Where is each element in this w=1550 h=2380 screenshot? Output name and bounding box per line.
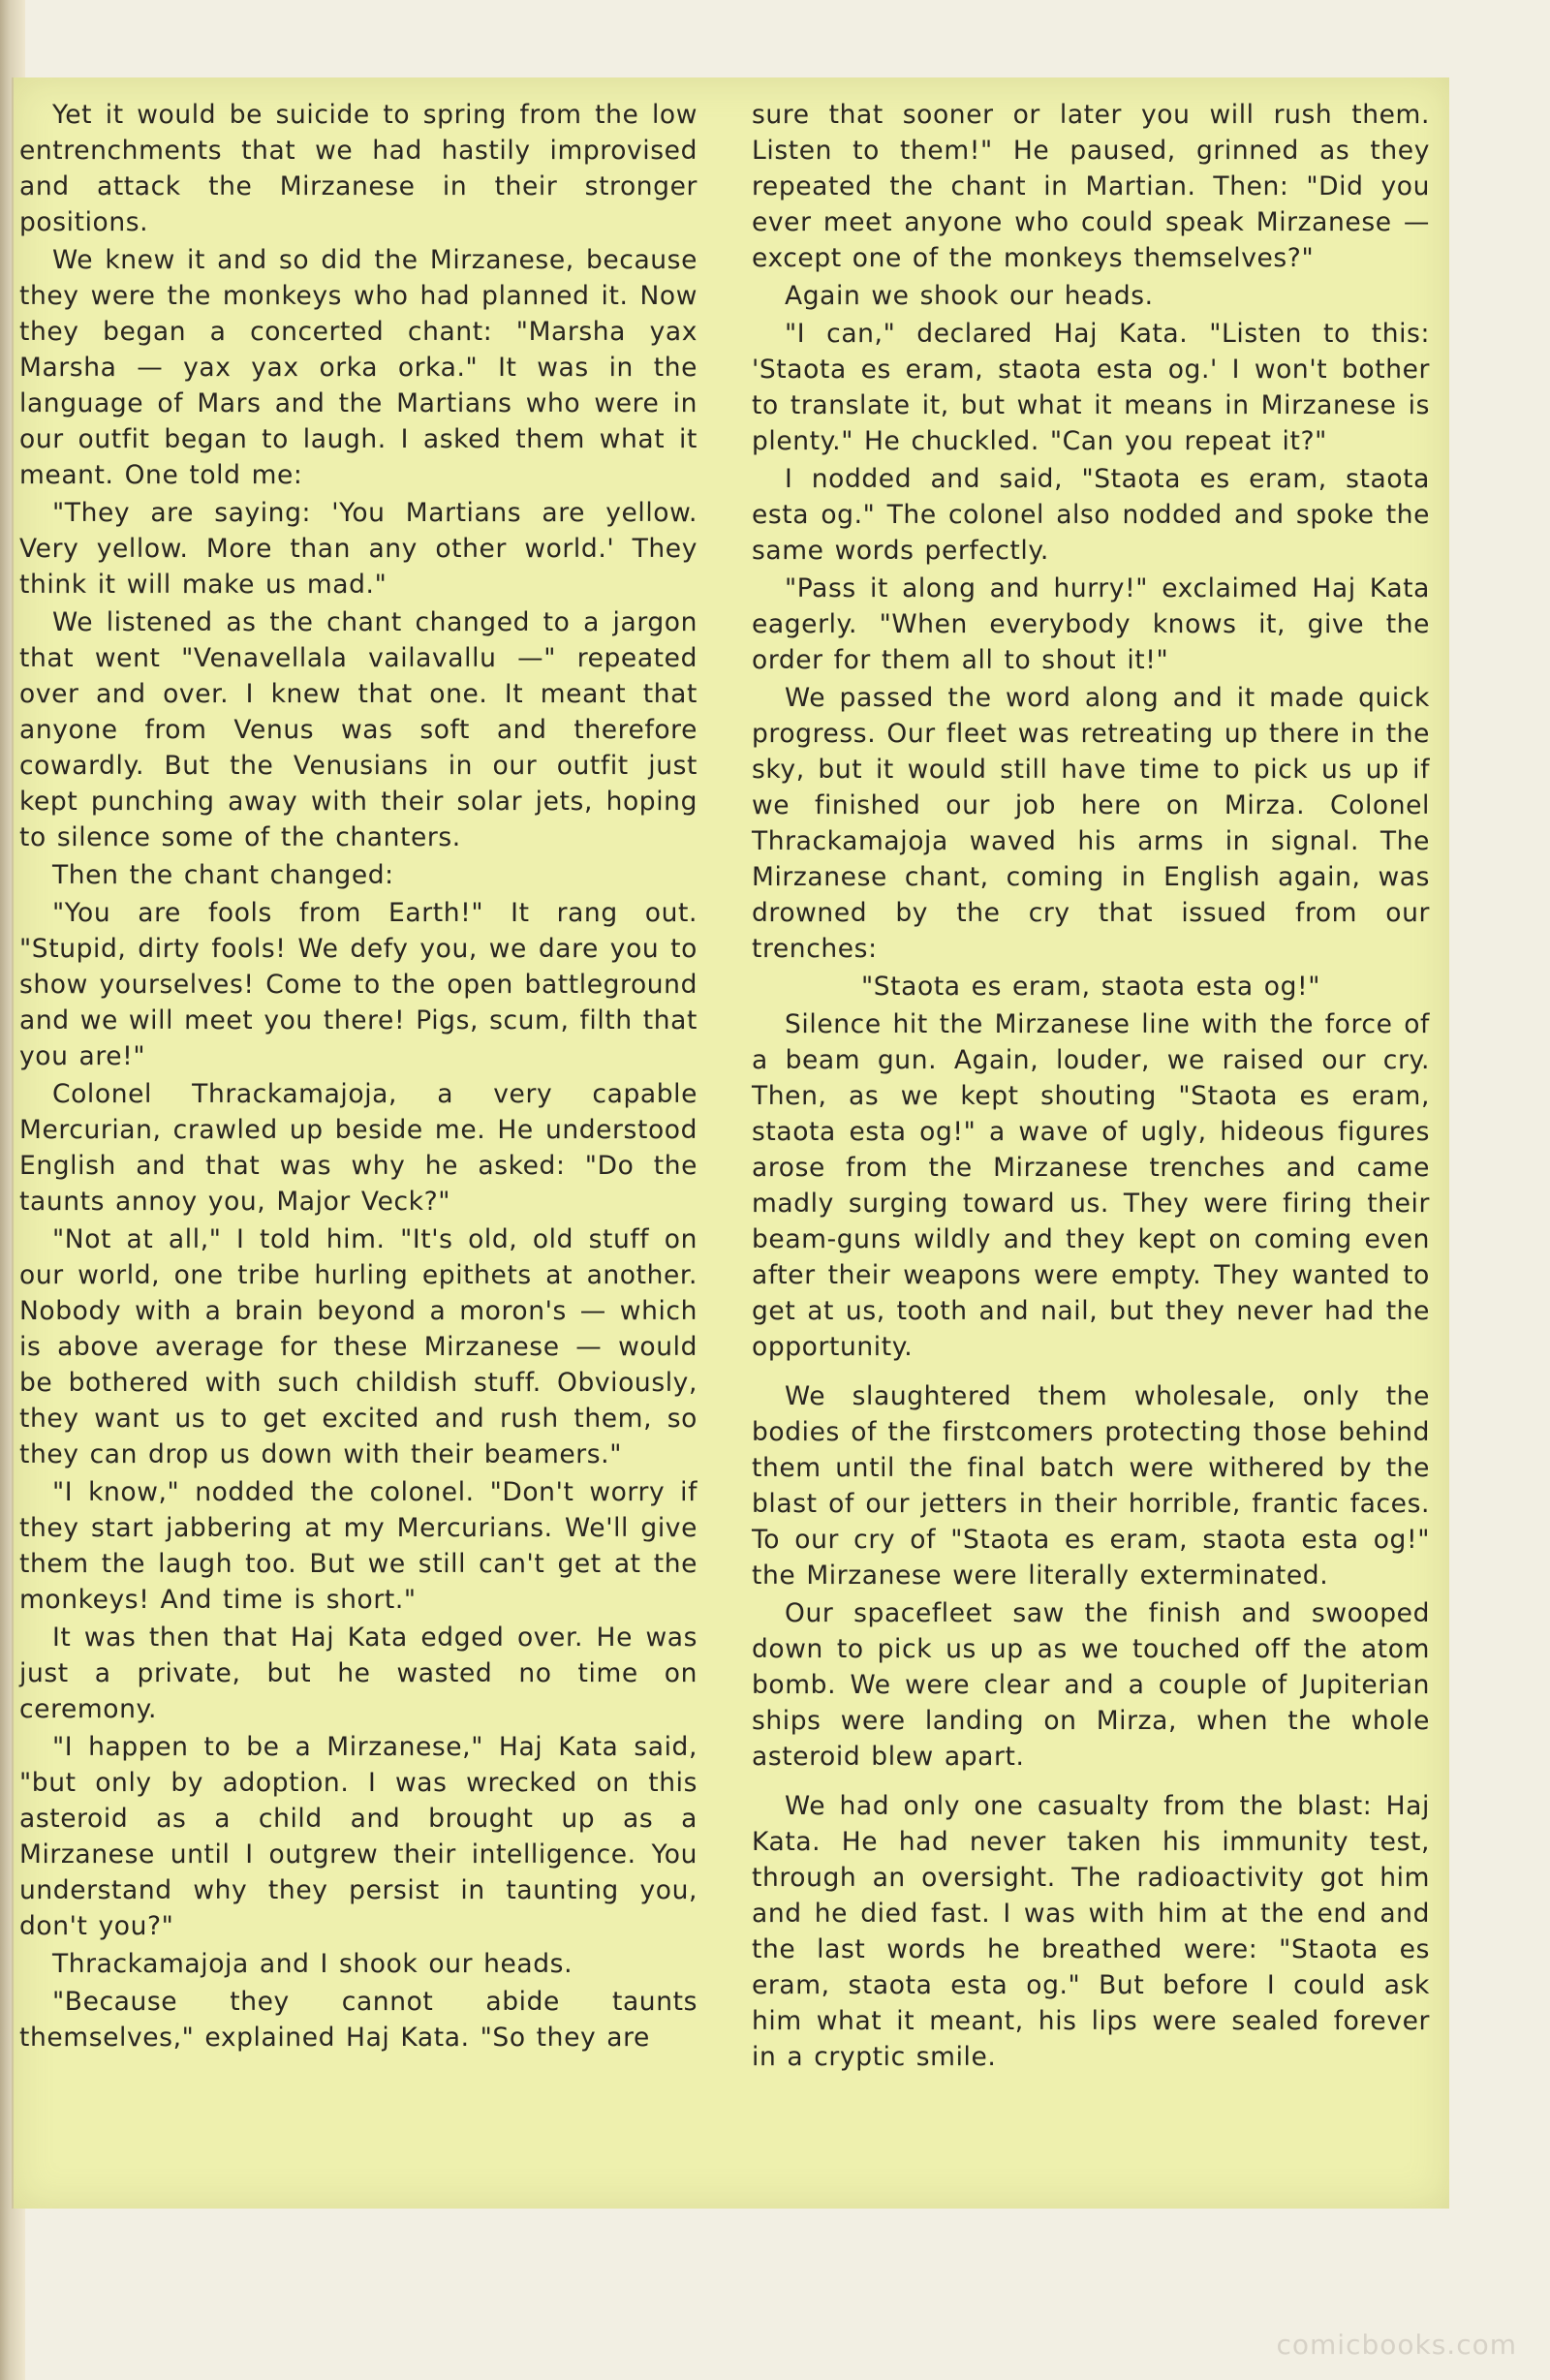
paragraph: Our spacefleet saw the finish and swooped down to pick us up as we touched off the atom bomb. We were clear and a couple of Jupiterian ships were landing on Mirza, when the whole asteroid blew apart. <box>752 1598 1430 1772</box>
paragraph: Silence hit the Mirzanese line with the force of a beam gun. Again, louder, we raised our cry. Then, as we kept shouting "Staota es eram, staota esta og!" a wave of ugly, hideous figures arose from the Mirzanese trenches and came madly surging toward us. They were firing their beam-guns wildly and they kept on coming even after their weapons were empty. They wanted to get at us, tooth and nail, but they never had the opportunity. <box>752 1009 1430 1362</box>
paragraph: We slaughtered them wholesale, only the bodies of the firstcomers protecting those behind them until the final batch were withered by the blast of our jetters in their horrible, frantic faces. To our cry of "Staota es eram, staota esta og!" the Mirzanese were literally exterminated. <box>752 1381 1430 1591</box>
watermark: comicbooks.com <box>1276 2329 1517 2361</box>
paragraph: Yet it would be suicide to spring from the low entrenchments that we had hastily improvised and attack the Mirzanese in their stronger positions. <box>19 100 698 237</box>
paragraph: We listened as the chant changed to a jargon that went "Venavellala vailavallu —" repeated over and over. I knew that one. It meant that anyone from Venus was soft and therefore cowardly. But the Venusians in our outfit just kept punching away with their solar jets, hoping to silence some of the chanters. <box>19 607 698 852</box>
paragraph: "Pass it along and hurry!" exclaimed Haj Kata eagerly. "When everybody knows it, give the order for them all to shout it!" <box>752 573 1430 675</box>
paragraph: Thrackamajoja and I shook our heads. <box>52 1949 574 1979</box>
paragraph: "Staota es eram, staota esta og!" <box>860 972 1321 1002</box>
paragraph: "I happen to be a Mirzanese," Haj Kata said, "but only by adoption. I was wrecked on this asteroid as a child and brought up as a Mirzanese until I outgrew their intelligence. You understand why they persist in taunting you, don't you?" <box>19 1732 698 1941</box>
paragraph: "Because they cannot abide taunts themselves," explained Haj Kata. "So they are <box>19 1987 698 2053</box>
paragraph: Again we shook our heads. <box>785 281 1154 311</box>
paragraph: Colonel Thrackamajoja, a very capable Mercurian, crawled up beside me. He understood English and that was why he asked: "Do the taunts annoy you, Major Veck?" <box>19 1079 698 1217</box>
paragraph: Then the chant changed: <box>52 860 394 890</box>
paragraph: It was then that Haj Kata edged over. He was just a private, but he wasted no time on ceremony. <box>19 1623 698 1724</box>
right-text-column <box>752 97 1430 2077</box>
paragraph: "You are fools from Earth!" It rang out. "Stupid, dirty fools! We defy you, we dare you to show yourselves! Come to the open battleground and we will meet you there! Pigs, scum, filth that you are!" <box>19 898 698 1071</box>
paragraph: "I can," declared Haj Kata. "Listen to this: 'Staota es eram, staota esta og.' I won't bother to translate it, but what it means in Mirzanese is plenty." He chuckled. "Can you repeat it?" <box>752 319 1430 456</box>
left-text-column <box>19 97 698 2057</box>
paragraph: We knew it and so did the Mirzanese, because they were the monkeys who had planned it. Now they began a concerted chant: "Marsha yax Marsha — yax yax orka orka." It was in the language of Mars and the Martians who were in our outfit began to laugh. I asked them what it meant. One told me: <box>19 245 698 490</box>
paragraph: "Not at all," I told him. "It's old, old stuff on our world, one tribe hurling epithets at another. Nobody with a brain beyond a moron's — which is above average for these Mirzanese — would be bothered with such childish stuff. Obviously, they want us to get excited and rush them, so they can drop us down with their beamers." <box>19 1224 698 1469</box>
paragraph: We passed the word along and it made quick progress. Our fleet was retreating up there in the sky, but it would still have time to pick us up if we finished our job here on Mirza. Colonel Thrackamajoja waved his arms in signal. The Mirzanese chant, coming in English again, was drowned by the cry that issued from our trenches: <box>752 683 1430 964</box>
paragraph: sure that sooner or later you will rush them. Listen to them!" He paused, grinned as they repeated the chant in Martian. Then: "Did you ever meet anyone who could speak Mirzanese — except one of the monkeys themselves?" <box>752 100 1430 273</box>
paragraph: "I know," nodded the colonel. "Don't worry if they start jabbering at my Mercurians. We'll give them the laugh too. But we still can't get at the monkeys! And time is short." <box>19 1477 698 1615</box>
paragraph: I nodded and said, "Staota es eram, staota esta og." The colonel also nodded and spoke the same words perfectly. <box>752 464 1430 566</box>
paragraph: "They are saying: 'You Martians are yellow. Very yellow. More than any other world.' They think it will make us mad." <box>19 498 698 600</box>
paragraph: We had only one casualty from the blast: Haj Kata. He had never taken his immunity test, through an oversight. The radioactivity got him and he died fast. I was with him at the end and the last words he breathed were: "Staota es eram, staota esta og." But before I could ask him what it meant, his lips were sealed forever in a cryptic smile. <box>752 1791 1430 2072</box>
story-page <box>12 77 1449 2209</box>
